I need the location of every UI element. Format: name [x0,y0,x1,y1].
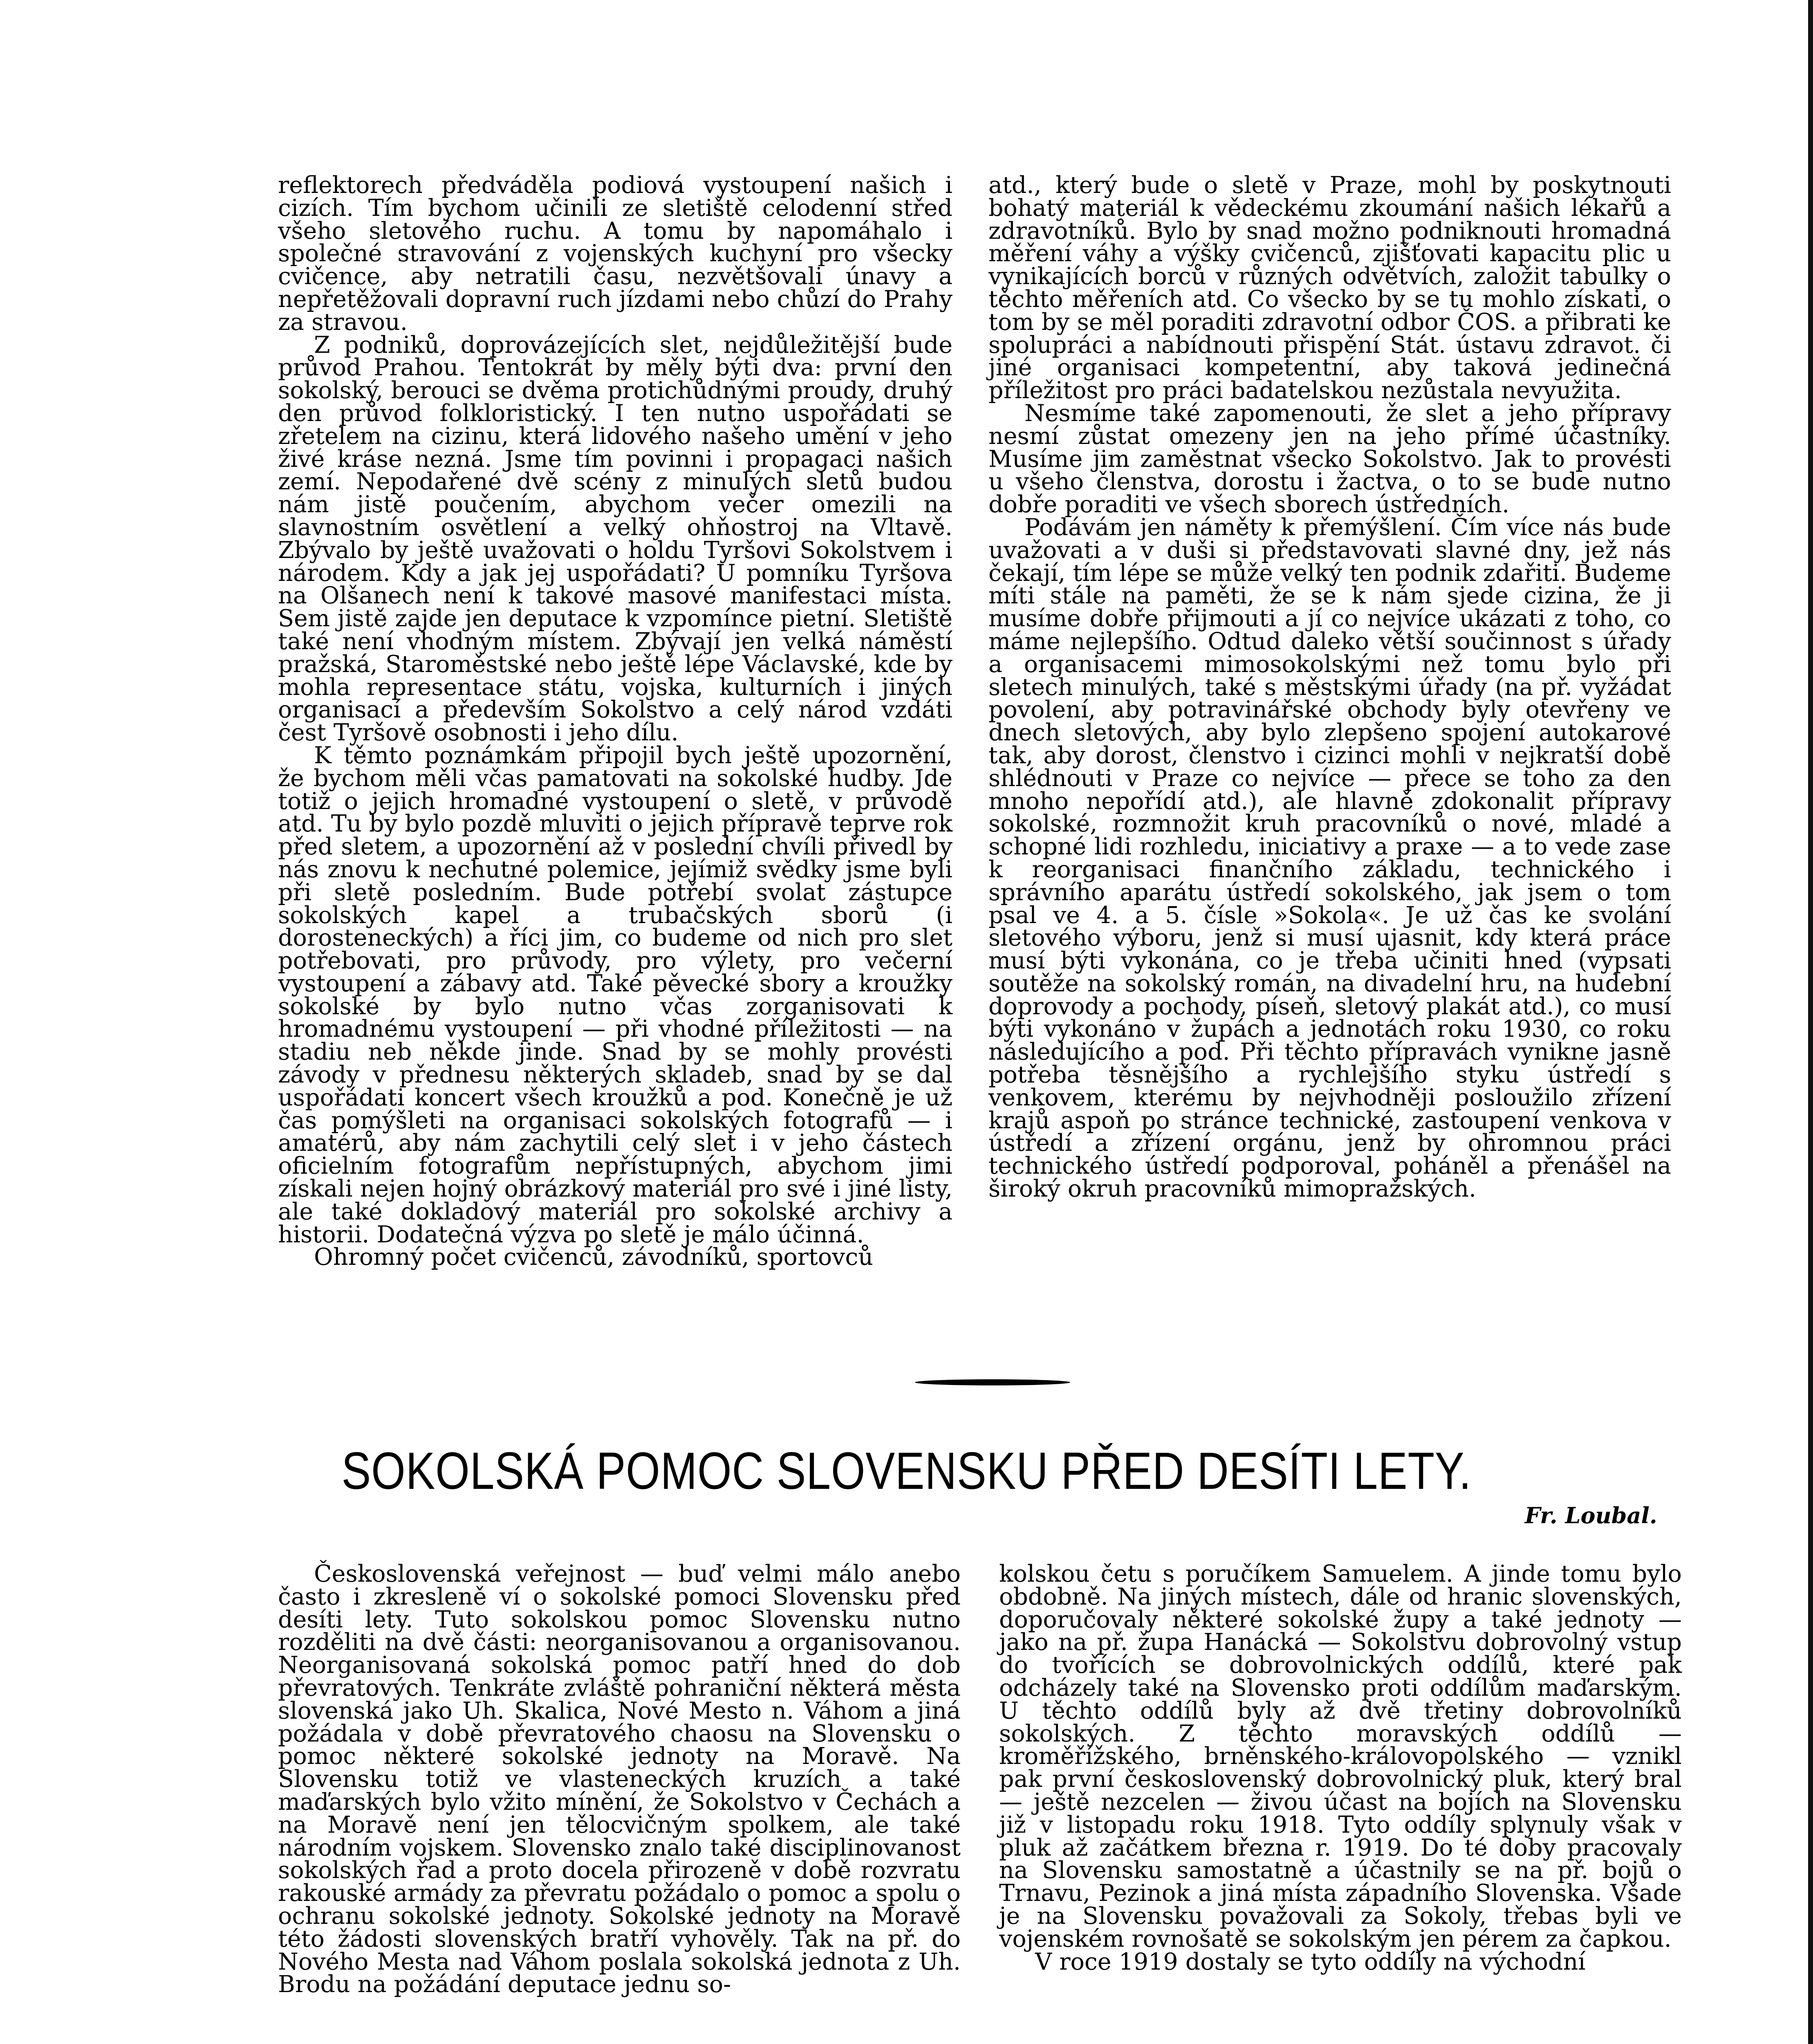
paragraph: Ohromný počet cvičenců, závodníků, sportovců [314,1244,873,1271]
paragraph: Nesmíme také zapomenouti, že slet a jeho přípravy nesmí zůstat omezeny jen na jeho přímé účastníky. Musíme jim zaměstnat všecko Sokolstvo. Jak to provésti u všeho členstva, dorostu i žactva, o to se bude nutno dobře poraditi ve všech sborech ústředních. [988,399,1671,518]
paragraph: K těmto poznámkám připojil bych ještě upozornění, že bychom měli včas pamatovati na sokolské hudby. Jde totiž o jejich hromadné vystoupení o sletě, v průvodě atd. Tu by bylo pozdě mluviti o jejich přípravě teprve rok před sletem, a upozornění až v poslední chvíli přivedl by nás znovu k nechutné polemice, jejímiž svědky jsme byli při sletě posledním. Bude potřebí svolat zástupce sokolských kapel a trubačských sborů (i dorosteneckých) a říci jim, co budeme od nich pro slet potřebovati, pro průvody, pro výlety, pro večerní vystoupení a zábavy atd. Také pěvecké sbory a kroužky sokolské by bylo nutno včas zorganisovati k hromadnému vystoupení — při vhodné příležitosti — na stadiu neb někde jinde. Snad by se mohly provésti závody v přednesu některých skladeb, snad by se dal uspořádati koncert všech kroužků a pod. Konečně je už čas pomýšleti na organisaci sokolských fotografů — i amatérů, aby nám zachytili celý slet i v jeho částech oficielním fotografům nepřístupných, abychom jimi získali nejen hojný obrázkový materiál pro své i jiné listy, ale také dokladový materiál pro sokolské archivy a historii. Dodatečná výzva po sletě je málo účinná. [278,742,952,1248]
article-title: SOKOLSKÁ POMOC SLOVENSKU PŘED DESÍTI LETY. [341,1442,1472,1500]
bottom-left-column [278,1560,961,1998]
top-right-column [988,174,1671,1201]
paragraph: kolskou četu s poručíkem Samuelem. A jinde tomu bylo obdobně. Na jiných místech, dále od hranic slovenských, doporučovaly některé sokolské župy a také jednoty — jako na př. župa Hanácká — Sokolstvu dobrovolný vstup do tvořících se dobrovolnických oddílů, které pak odcházely také na Slovensko proti oddílům maďarským. U těchto oddílů byly až dvě třetiny dobrovolníků sokolských. Z těchto moravských oddílů — kroměřížského, brněnského-královopolského — vznikl pak první československý dobrovolnický pluk, který bral — ještě nezcelen — živou účast na bojích na Slovensku již v listopadu roku 1918. Tyto oddíly splynuly však v pluk až začátkem března r. 1919. Do té doby pracovaly na Slovensku samostatně a účastnily se na př. bojů o Trnavu, Pezinok a jiná místa západního Slovenska. Všade je na Slovensku považovali za Sokoly, třebas byli ve vojenském rovnošatě se sokolským jen pérem za čapkou. [999,1560,1682,1952]
top-left-column [278,174,952,1269]
article-author: Fr. Loubal. [1525,1502,1657,1529]
paragraph: atd., který bude o sletě v Praze, mohl by poskytnouti bohatý materiál k vědeckému zkoumání našich lékařů a zdravotníků. Bylo by snad možno podniknouti hromadná měření váhy a výšky cvičenců, zjišťovati kapacitu plic u vynikajících borců v různých odvětvích, založit tabulky o těchto měřeních atd. Co všecko by se tu mohlo získati, o tom by se měl poraditi zdravotní odbor ČOS. a přibrati ke spolupráci a nabídnouti přispění Stát. ústavu zdravot. či jiné organisaci kompetentní, aby taková jedinečná příležitost pro práci badatelskou nezůstala nevyužita. [988,172,1671,404]
paragraph: reflektorech předváděla podiová vystoupení našich i cizích. Tím bychom učinili ze sletiště celodenní střed všeho sletového ruchu. A tomu by napomáhalo i společné stravování z vojenských kuchyní pro všecky cvičence, aby netratili času, nezvětšovali únavy a nepřetěžovali dopravní ruch jízdami nebo chůzí do Prahy za stravou. [278,172,952,336]
section-divider [915,1379,1070,1385]
paragraph: V roce 1919 dostaly se tyto oddíly na východní [1035,1948,1586,1975]
bottom-right-column [999,1560,1682,1975]
paragraph: Československá veřejnost — buď velmi málo anebo často i zkresleně ví o sokolské pomoci Slovensku před desíti lety. Tuto sokolskou pomoc Slovensku nutno rozděliti na dvě části: neorganisovanou a organisovanou. Neorganisovaná sokolská pomoc patří hned do dob převratových. Tenkráte zvláště pohraniční některá města slovenská jako Uh. Skalica, Nové Mesto n. Váhom a jiná požádala v době převratového chaosu na Slovensku o pomoc některé sokolské jednoty na Moravě. Na Slovensku totiž ve vlasteneckých kruzích a také maďarských bylo vžito mínění, že Sokolstvo v Čechách a na Moravě není jen tělocvičným spolkem, ale také národním vojskem. Slovensko znalo také disciplinovanost sokolských řad a proto docela přirozeně v době rozvratu rakouské armády za převratu požádalo o pomoc a spolu o ochranu sokolské jednoty. Sokolské jednoty na Moravě této žádosti slovenských bratří vyhověly. Tak na př. do Nového Mesta nad Váhom poslala sokolská jednota z Uh. Brodu na požádání deputace jednu so- [278,1560,961,1998]
paragraph: Podávám jen náměty k přemýšlení. Čím více nás bude uvažovati a v duši si představovati slavné dny, jež nás čekají, tím lépe se může velký ten podnik zdařiti. Budeme míti stále na paměti, že se k nám sjede cizina, že ji musíme dobře přijmouti a jí co nejvíce ukázati z toho, co máme nejlepšího. Odtud daleko větší součinnost s úřady a organisacemi mimosokolskými než tomu bylo při sletech minulých, také s městskými úřady (na př. vyžádat povolení, aby potravinářské obchody byly otevřeny ve dnech sletových, aby bylo zlepšeno spojení autokarové tak, aby dorost, členstvo i cizinci mohli v nejkratší době shlédnouti v Praze co nejvíce — přece se toho za den mnoho nepořídí atd.), ale hlavně zdokonalit přípravy sokolské, rozmnožit kruh pracovníků o nové, mladé a schopné lidi rozhledu, iniciativy a praxe — a to vede zase k reorganisaci finančního základu, technického i správního aparátu ústředí sokolského, jak jsem o tom psal ve 4. a 5. čísle »Sokola«. Je už čas ke svolání sletového výboru, jenž si musí ujasnit, kdy která práce musí býti vykonána, co je třeba učiniti hned (vypsati soutěže na sokolský román, na divadelní hru, na hudební doprovody a pochody, píseň, sletový plakát atd.), co musí býti vykonáno v župách a jednotách roku 1930, co roku následujícího a pod. Při těchto přípravách vynikne jasně potřeba těsnějšího a rychlejšího styku ústředí s venkovem, kterému by nejvhodněji posloužilo zřízení krajů aspoň po stránce technické, zastoupení venkova v ústředí a zřízení orgánu, jenž by ohromnou práci technického ústředí podporoval, poháněl a přenášel na široký okruh pracovníků mimopražských. [988,513,1671,1203]
paragraph: Z podniků, doprovázejících slet, nejdůležitější bude průvod Prahou. Tentokrát by měly býti dva: první den sokolský, berouci se dvěma protichůdnými proudy, druhý den průvod folkloristický. I ten nutno uspořádati se zřetelem na cizinu, která lidového našeho umění v jeho živé kráse nezná. Jsme tím povinni i propagaci našich zemí. Nepodařené dvě scény z minulých sletů budou nám jistě poučením, abychom večer omezili na slavnostním osvětlení a velký ohňostroj na Vltavě. Zbývalo by ještě uvažovati o holdu Tyršovi Sokolstvem i národem. Kdy a jak jej uspořádati? U pomníku Tyršova na Olšanech není k takové masové manifestaci místa. Sem jistě zajde jen deputace k vzpomínce pietní. Sletiště také není vhodným místem. Zbývají jen velká náměstí pražská, Staroměstské nebo ještě lépe Václavské, kde by mohla representace státu, vojska, kulturních i jiných organisací a především Sokolstvo a celý národ vzdáti čest Tyršově osobnosti i jeho dílu. [278,331,952,746]
scan-edge-right [1808,0,1813,2044]
